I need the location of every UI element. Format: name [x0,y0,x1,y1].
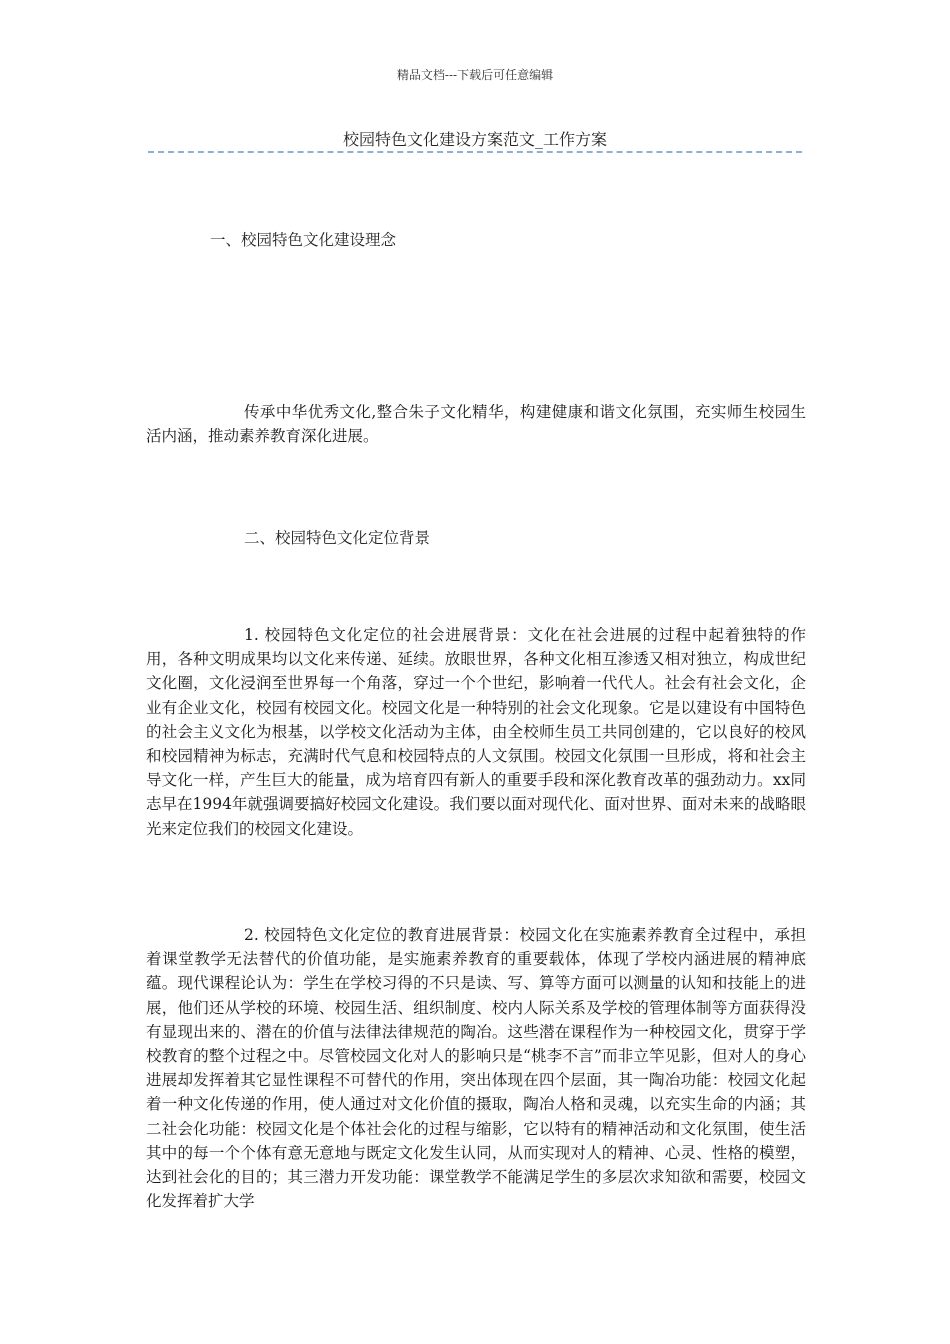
section-heading-2: 二、校园特色文化定位背景 [244,529,431,547]
section-2-paragraph-2: 2. 校园特色文化定位的教育进展背景：校园文化在实施素养教育全过程中，承担着课堂教学无法替代的价值功能，是实施素养教育的重要载体，体现了学校内涵进展的精神底蕴。现代课程论认为：学生在学校习得的不只是读、写、算等方面可以测量的认知和技能上的进展，他们还从学校的环境、校园生活、组织制度、校内人际关系及学校的管理体制等方面获得没有显现出来的、潜在的价值与法律法律规范的陶冶。这些潜在课程作为一种校园文化，贯穿于学校教育的整个过程之中。尽管校园文化对人的影响只是“桃李不言”而非立竿见影，但对人的身心进展却发挥着其它显性课程不可替代的作用，突出体现在四个层面，其一陶冶功能：校园文化起着一种文化传递的作用，使人通过对文化价值的摄取，陶冶人格和灵魂，以充实生命的内涵；其二社会化功能：校园文化是个体社会化的过程与缩影，它以特有的精神活动和文化氛围，使生活其中的每一个个体有意无意地与既定文化发生认同，从而实现对人的精神、心灵、性格的模塑，达到社会化的目的；其三潜力开发功能：课堂教学不能满足学生的多层次求知欲和需要，校园文化发挥着扩大学 [146,926,806,1211]
header-note: 精品文档---下载后可任意编辑 [396,68,554,82]
section-1-paragraph-1: 传承中华优秀文化,整合朱子文化精华，构建健康和谐文化氛围，充实师生校园生活内涵，推动素养教育深化进展。 [146,403,806,446]
title-divider [148,151,802,153]
section-2-paragraph-1: 1. 校园特色文化定位的社会进展背景：文化在社会进展的过程中起着独特的作用，各种文明成果均以文化来传递、延续。放眼世界，各种文化相互渗透又相对独立，构成世纪文化圈，文化浸润至世界每一个角落，穿过一个个世纪，影响着一代代人。社会有社会文化，企业有企业文化，校园有校园文化。校园文化是一种特别的社会文化现象。它是以建设有中国特色的社会主义文化为根基，以学校文化活动为主体，由全校师生员工共同创建的，它以良好的校风和校园精神为标志，充满时代气息和校园特点的人文氛围。校园文化氛围一旦形成，将和社会主导文化一样，产生巨大的能量，成为培育四有新人的重要手段和深化教育改革的强劲动力。xx同志早在1994年就强调要搞好校园文化建设。我们要以面对现代化、面对世界、面对未来的战略眼光来定位我们的校园文化建设。 [146,626,806,838]
document-title: 校园特色文化建设方案范文_工作方案 [342,130,607,149]
section-heading-1: 一、校园特色文化建设理念 [210,231,397,249]
